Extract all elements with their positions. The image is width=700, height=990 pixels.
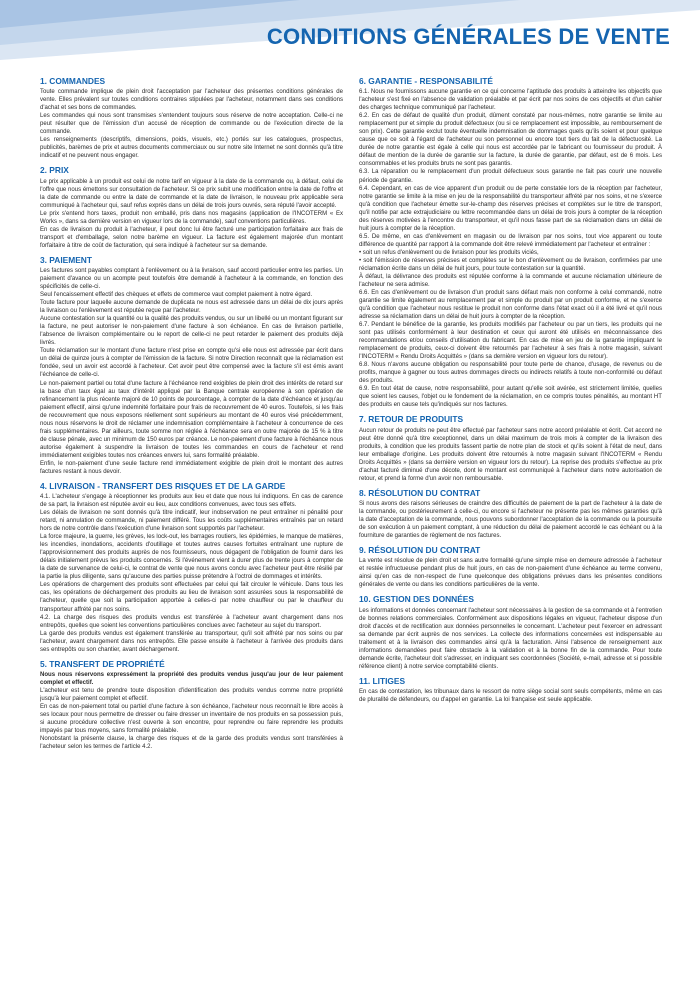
section-title: 4. LIVRAISON - TRANSFERT DES RISQUES ET DE LA GARDE [40,480,286,491]
section-paragraph: 4.2. La charge des risques des produits vendus est transférée à l'acheteur avant chargement dans nos entrepôts, quelles que soient les conventions particulières conclues avec l'acheteur au sujet du transport. [40,614,343,629]
section [40,165,343,249]
section-title: 2. PRIX [40,165,69,176]
section-paragraph: 6.6. En cas d'enlèvement ou de livraison d'un produit sans défaut mais non conforme à celui commandé, notre garantie se limite également au remplacement par et simple du produit par un produit conforme, et ne s'exerce qu'à condition que l'acheteur nous restitue le produit non conforme dans l'état exact où il a été livré et qu'il nous adresse sa réclamation dans un délai de huit jours à compter de la réception. [359,289,662,321]
section-paragraph: Les délais de livraison ne sont donnés qu'à titre indicatif, leur inobservation ne peut entraîner ni pénalité pour retard, ni annulation de commande, ni paiement différé. Tous les coûts supplémentaires entraînés par un retard hors de notre contrôle dans l'exécution d'une livraison sont supportés par l'acheteur. [40,510,343,533]
section-paragraph: Les factures sont payables comptant à l'enlèvement ou à la livraison, sauf accord particulier entre les parties. Un paiement d'avance ou un acompte peut toutefois être demandé à l'acheteur à la commande, en fonction des spécificités de celle-ci. [40,268,343,291]
section-paragraph: Toute réclamation sur le montant d'une facture n'est prise en compte qu'si elle nous est adressée par écrit dans un délai de quinze jours à compter de l'émission de la facture. Si notre Direction reconnaît que la réclamation est fondée, seul un avoir est accordé à l'acheteur. Cet avoir peut être compensé avec la facture s'il est émis avant l'échéance de celle-ci. [40,348,343,379]
section-paragraph: • soit un refus d'enlèvement ou de livraison pour les produits viciés, [359,249,539,256]
section-paragraph: Toute commande implique de plein droit l'acceptation par l'acheteur des présentes conditions générales de vente. Elles prévalent sur toutes conditions contraires stipulées par l'acheteur, notamment dans ses conditions d'achat et ses bons de commandes. [40,89,343,112]
page-title: CONDITIONS GÉNÉRALES DE VENTE [266,24,670,49]
section [359,545,662,589]
section-paragraph: 6.7. Pendant le bénéfice de la garantie, les produits modifiés par l'acheteur ou par un tiers, les produits qui ne sont pas utilisés conformément à leur destination et ceux qui auront été utilisés en méconnaissance des recommandations et/ou conseils d'utilisation du fabricant. En cas de mise en jeu de la garantie impliquant le remplacement de produits, ceux-ci doivent être retournés par l'acheteur à ses frais à notre magasin, suivant l'INCOTERM « Rendu Droits Acquittés » (dans sa dernière version en vigueur lors du retour). [359,322,662,361]
section-paragraph: En cas de non-paiement total ou partiel d'une facture à son échéance, l'acheteur nous reconnaît le libre accès à ses locaux pour nous permettre de dresser ou faire dresser un inventaire de nos produits en sa possession puis, si aucune procédure collective n'est ouverte à son encontre, pour reprendre ou faire reprendre les produits impayés par tous moyens, sans formalité préalable. [40,703,343,735]
section-paragraph: En cas de livraison du produit à l'acheteur, il peut donc lui être facturé une participation forfaitaire aux frais de transport et d'emballage, selon notre barème en vigueur. La facture est également majorée d'un montant forfaitaire à titre de coût de facturation, qui sera indiqué à l'acheteur sur sa demande. [40,226,343,249]
terms-columns [40,76,662,976]
section-paragraph: 6.2. En cas de défaut de qualité d'un produit, dûment constaté par nous-mêmes, notre garantie se limite au remplacement pur et simple du produit défectueux (ou si ce remplacement est impossible, au remboursement de son prix). Cette garantie exclut toute éventuelle indemnisation de dommages quels qu'ils soient et pour quelque cause que ce soit à l'égard de l'acheteur ou son personnel ou encore tout tiers du fait de la défectuosité. La durée de notre garantie est égale à celle qui nous est accordée par le fabricant ou fournisseur du produit. À défaut de mention de la durée de garantie sur la facture, la durée de garantie, par défaut, est de 6 mois. Les consommables et les produits bruts ne sont pas garantis. [359,113,662,168]
section [359,676,662,704]
section-title: 6. GARANTIE - RESPONSABILITÉ [359,76,494,86]
column-right [359,76,662,976]
section-paragraph: 4.1. L'acheteur s'engage à réceptionner les produits aux lieu et date que nous lui indiquons. En cas de carence de sa part, la livraison est réputée avoir eu lieu, aux conditions convenues, avec tous ses effets. [40,494,343,509]
section [40,481,343,654]
section-paragraph: L'acheteur est tenu de prendre toute disposition d'identification des produits vendus comme notre propriété jusqu'à leur paiement complet et effectif. [40,687,343,702]
column-left [40,76,343,976]
section [359,76,662,409]
section-paragraph: Aucun retour de produits ne peut être effectué par l'acheteur sans notre accord préalable et écrit. Cet accord ne peut être donné qu'à titre exceptionnel, dans un délai maximum de trois mois à compter de la livraison des produits, à condition que les produits fassent partie de notre plan de stock et qu'ils soient à l'état de neuf, dans leur emballage d'origine. Les produits doivent être retournés à notre magasin suivant l'INCOTERM « Rendu Droits Acquittés » (dans sa dernière version en vigueur lors du retour). La reprise des produits s'effectue au prix d'achat facturé diminué d'une décote, dont le montant est communiqué à l'acheteur dans notre autorisation de retour, et prend la forme d'un avoir non remboursable. [359,427,662,482]
section [40,76,343,160]
section [359,488,662,540]
section-paragraph: Aucune contestation sur la quantité ou la qualité des produits vendus, ou sur un libellé ou un montant figurant sur la facture, ne peut autoriser le non-paiement d'une facture à son échéance. En cas de livraison partielle, l'absence de livraison complémentaire ou le report de celle-ci ne peut retarder le paiement des produits déjà livrés. [40,316,343,347]
section-paragraph: Le non-paiement partiel ou total d'une facture à l'échéance rend exigibles de plein droit des intérêts de retard sur la base d'un taux égal au taux d'intérêt appliqué par la Banque centrale européenne à son opération de refinancement la plus récente majoré de 10 points de pourcentage, à compter de la date d'échéance et jusqu'au paiement effectif, ainsi qu'une indemnité forfaitaire pour frais de recouvrement de 40 euros. Toutefois, si les frais de recouvrement que nous exposons réellement sont supérieurs au montant de 40 euros visé précédemment, nous nous réservons le droit de réclamer une indemnisation complémentaire à l'acheteur à concurrence de ces frais supplémentaires. Par ailleurs, toute somme non réglée à l'échéance sera en outre majorée de 15 % à titre de clause pénale, avec un minimum de 150 euros par créance. Le non-paiement d'une facture à l'échéance nous autorise également à suspendre la livraison de toutes les commandes en cours de l'acheteur et rend immédiatement exigibles toutes nos créances envers lui, sans formalité préalable. [40,380,343,459]
section-paragraph: 6.1. Nous ne fournissons aucune garantie en ce qui concerne l'aptitude des produits à atteindre les objectifs que l'acheteur s'est fixé en l'absence de validation préalable et par écrit par nos soins de ces objectifs et d'un cahier des charges technique communiqué par l'acheteur. [359,89,662,112]
section-paragraph: Le prix s'entend hors taxes, produit non emballé, pris dans nos magasins (application de l'INCOTERM « Ex Works », dans sa dernière version en vigueur lors de la commande), sauf conventions particulières. [40,210,343,225]
section-paragraph: Si nous avons des raisons sérieuses de craindre des difficultés de paiement de la part de l'acheteur à la date de la commande, ou postérieurement à celle-ci, ou encore si l'acheteur ne présente pas les mêmes garanties qu'à la date d'acceptation de la commande, nous pouvons subordonner l'acceptation de la commande ou la poursuite de son exécution à un paiement comptant, à une réduction du délai de paiement accordé le cas échéant ou à la fourniture de garanties de règlement de nos factures. [359,500,662,540]
section-paragraph: 6.4. Cependant, en cas de vice apparent d'un produit ou de perte constatée lors de la réception par l'acheteur, notre garantie se limite à la mise en jeu de la responsabilité du transporteur affrété par nos soins, et ne s'exerce qu'à condition que l'acheteur émette sur-le-champ des réserves précises et complètes sur le titre de transport, qu'il notifie par acte extrajudiciaire ou lettre recommandée dans un délai de trois jours à compter de la réception des réserves motivées à l'encontre du transporteur, et qu'il nous fasse part de sa réclamation dans un délai de huit jours à compter de la réception. [359,185,662,232]
section-paragraph: Les informations et données concernant l'acheteur sont nécessaires à la gestion de sa commande et à l'entretien de bonnes relations commerciales. Conformément aux dispositions légales en vigueur, l'acheteur dispose d'un droit d'accès et de rectification aux données personnelles le concernant. L'acheteur peut l'exercer en adressant sa demande par écrit auprès de nos services. La collecte des informations concernées est indispensable au traitement et à la livraison des commandes ainsi qu'à la facturation. Ainsi l'absence de renseignement aux informations demandées peut faire obstacle à la validation et à la bonne fin de la commande. Pour toute demande écrite, l'acheteur doit s'adresser, en indiquant ses coordonnées (Société, e-mail, adresse et si possible référence client) à notre service comptabilité clients. [359,607,662,670]
section-paragraph: Les renseignements (descriptifs, dimensions, poids, visuels, etc.) portés sur les catalogues, prospectus, publicités, barèmes de prix et autres documents commerciaux ou sur notre site Internet ne sont donnés qu'à titre indicatif et ne peuvent nous engager. [40,137,343,160]
section-paragraph: Les commandes qui nous sont transmises s'entendent toujours sous réserve de notre acceptation. Celle-ci ne peut résulter que de l'émission d'un accusé de réception de commande ou de l'exécution directe de la commande. [40,113,343,136]
section-title: 3. PAIEMENT [40,254,92,265]
section-paragraph: Nonobstant la présente clause, la charge des risques et de la garde des produits vendus sont transférées à l'acheteur selon les termes de l'article 4.2. [40,736,343,751]
section-paragraph: La garde des produits vendus est également transférée au transporteur, qu'il soit affrété par nos soins ou par l'acheteur, avant chargement dans nos entrepôts. Elle passe ensuite à l'acheteur à l'arrivée des produits dans ses entrepôts ou son chantier, avant déchargement. [40,630,343,653]
section-paragraph: 6.9. En tout état de cause, notre responsabilité, pour autant qu'elle soit avérée, est strictement limitée, quelles que soient les causes, l'objet ou le fondement de la réclamation, en ce compris toutes pénalités, au montant HT des produits en cause tels qu'indiqués sur nos factures. [359,386,662,409]
section-title: 8. RÉSOLUTION DU CONTRAT [359,487,481,498]
section-title: 9. RÉSOLUTION DU CONTRAT [359,545,481,556]
section-paragraph: 6.8. Nous n'avons aucune obligation ou responsabilité pour toute perte de chance, d'usage, de revenus ou de profits, manque à gagner ou tous autres dommages directs ou indirects relatifs à toute non-conformité ou défaut des produits. [359,362,662,385]
section-title: 5. TRANSFERT DE PROPRIÉTÉ [40,658,165,669]
section-paragraph: Les opérations de chargement des produits sont effectuées par celui qui fait circuler le véhicule. Dans tous les cas, les opérations de déchargement des produits au lieu de livraison sont assurées sous la responsabilité de l'acheteur, quelle que soit la participation apportée à celles-ci par notre chauffeur ou par le chauffeur du transporteur affrété par nos soins. [40,582,343,613]
section-title: 10. GESTION DES DONNÉES [359,594,474,605]
section-paragraph: 6.3. La réparation ou le remplacement d'un produit défectueux sous garantie ne fait pas courir une nouvelle période de garantie. [359,169,662,184]
section-lead: Nous nous réservons expressément la propriété des produits vendus jusqu'au jour de leur paiement complet et effectif. [40,671,343,686]
section-paragraph: En cas de contestation, les tribunaux dans le ressort de notre siège social sont seuls compétents, même en cas de pluralité de défendeurs, ou d'appel en garantie. La loi française est seule applicable. [359,689,662,704]
section [40,255,343,476]
section [359,594,662,670]
section-paragraph: 6.5. De même, en cas d'enlèvement en magasin ou de livraison par nos soins, tout vice apparent ou toute différence de quantité par rapport à la commande doit être relevé immédiatement par l'acheteur et entraîner : [359,233,662,248]
section-paragraph: À défaut, la délivrance des produits est réputée conforme à la commande et aucune réclamation ultérieure de l'acheteur ne sera admise. [359,273,662,288]
section-paragraph: La force majeure, la guerre, les grèves, les lock-out, les barrages routiers, les épidémies, le manque de matières, les incendies, inondations, accidents d'outillage et toutes autres causes fortuites entraînant une rupture de l'approvisionnement des produits auprès de nos fournisseurs, nous dégagent de l'obligation de fournir dans les délais initialement prévus les produits concernés. Si l'événement vient à durer plus de trente jours à compter de la date de survenance de celui-ci, le contrat de vente que nous avons conclu avec l'acheteur peut être résilié par la partie la plus diligente, sans qu'aucune des parties puisse prétendre à l'octroi de dommages et intérêts. [40,534,343,581]
section-title: 1. COMMANDES [40,76,106,86]
section-paragraph: Le prix applicable à un produit est celui de notre tarif en vigueur à la date de la commande ou, à défaut, celui de l'offre que nous émettons sur consultation de l'acheteur. Si ce prix subit une modification entre la date de l'offre et la date de commande ou entre la date de commande et la date de livraison, le nouveau prix applicable sera communiqué à l'acheteur qui, sauf refus exprès dans un délai de trois jours ouvrés, sera réputé l'avoir accepté. [40,178,343,209]
section [359,414,662,482]
section-paragraph: La vente est résolue de plein droit et sans autre formalité qu'une simple mise en demeure adressée à l'acheteur et restée infructueuse pendant plus de huit jours, en cas de non-paiement d'une échéance au terme convenu, ainsi qu'en cas de non-respect de l'une quelconque des obligations prévues dans les présentes conditions générales de vente ou dans les conditions particulières de la vente. [359,558,662,589]
section-paragraph: • soit l'émission de réserves précises et complètes sur le bon d'enlèvement ou de livraison, confirmées par une réclamation écrite dans un délai de huit jours, pour toute contestation sur la quantité. [359,257,662,272]
section-title: 7. RETOUR DE PRODUITS [359,414,464,425]
section-paragraph: Toute facture pour laquelle aucune demande de duplicata ne nous est adressée dans un délai de dix jours après la livraison ou l'enlèvement est réputée reçue par l'acheteur. [40,300,343,315]
section [40,659,343,751]
section-paragraph: Seul l'encaissement effectif des chèques et effets de commerce vaut complet paiement à notre égard. [40,292,313,299]
section-title: 11. LITIGES [359,675,406,686]
section-paragraph: Enfin, le non-paiement d'une seule facture rend immédiatement exigible de plein droit le montant des autres factures restant à nous devoir. [40,460,343,475]
